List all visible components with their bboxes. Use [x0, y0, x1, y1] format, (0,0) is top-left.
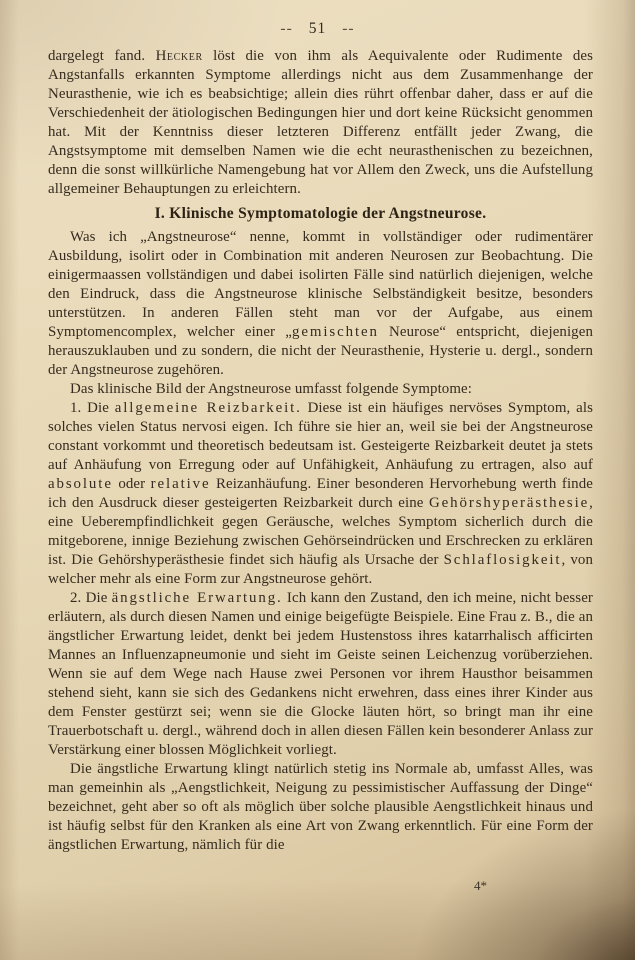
- paragraph: [48, 760, 593, 855]
- text-segment: , eine Ueberempfindlichkeit gegen Geräusche, welches Symptom sicherlich durch die mitgeborene, innige Beziehung zwischen Gehörseindrücken und Erschrecken zu erklären ist. Die Gehörshyperästhesie findet sich häufig als Ursache der: [48, 495, 593, 568]
- emphasized-term: gemischten: [292, 324, 379, 340]
- text-segment: Was ich „Angstneurose“ nenne, kommt in vollständiger oder rudimentärer Ausbildung, isolirt oder in Combination mit anderen Neurosen zur Beobachtung. Die einigermaassen vollständigen und dabei isolirten Fälle sind natürlich diejenigen, welche den Eindruck, dass die Angstneurose klinische Selbständigkeit besitze, besonders unterstützen. In anderen Fällen steht man vor der Aufgabe, aus einem Symptomencomplex, welcher einer „: [48, 229, 593, 340]
- emphasized-term: allgemeine Reizbarkeit.: [114, 400, 302, 416]
- signature-mark: 4*: [474, 878, 487, 893]
- page-header: [0, 20, 635, 38]
- text-segment: Das klinische Bild der Angstneurose umfasst folgende Symptome:: [70, 381, 472, 397]
- emphasized-term: absolute: [48, 476, 113, 492]
- text-segment: Diese ist ein häufiges nervöses Symptom, als solches vielen Status nervosi eigen. Ich führe sie hier an, weil sie bei der Angstneurose constant vorkommt und theoretisch bedeutsam ist. Gesteigerte Reizbarkeit deutet ja stets auf Anhäufung von Erregung oder auf Unfähigkeit, Anhäufung zu ertragen, also auf: [48, 400, 593, 473]
- header-dash-left: --: [280, 20, 293, 37]
- author-name-smallcaps: Hecker: [155, 48, 203, 64]
- text-segment: dargelegt fand.: [48, 48, 156, 64]
- section-heading: I. Klinische Symptomatologie der Angstneurose.: [154, 205, 487, 222]
- text-segment: oder: [112, 476, 151, 492]
- paragraph: [48, 380, 593, 399]
- text-segment: löst die von ihm als Aequivalente oder Rudimente des Angstanfalls erkannten Symptome allerdings nicht aus dem Zusammenhange der Neurasthenie, wie ich es beabsichtige; allein dies rührt offenbar daher, dass er auf die Verschiedenheit der ätiologischen Bedingungen hier und dort keine Rücksicht genommen hat. Mit der Kenntniss dieser letzteren Differenz entfällt jeder Zwang, die Angstsymptome mit demselben Namen wie die echt neurasthenischen zu bezeichnen, denn die sonst willkürliche Namengebung hat vor Allem den Zweck, uns die Aufstellung allgemeiner Behauptungen zu erleichtern.: [48, 48, 593, 197]
- text-segment: 1. Die: [70, 400, 115, 416]
- text-segment: Die ängstliche Erwartung klingt natürlich stetig ins Normale ab, umfasst Alles, was man gemeinhin als „Aengstlichkeit, Neigung zu pessimistischer Auffassung der Dinge“ bezeichnet, geht aber so oft als möglich über solche plausible Aengstlichkeit hinaus und ist häufig selbst für den Kranken als eine Art von Zwang erkenntlich. Für eine Form der ängstlichen Erwartung, nämlich für die: [48, 761, 593, 853]
- paragraph: [48, 47, 593, 199]
- emphasized-term: Schlaflosigkeit: [443, 552, 562, 568]
- emphasized-term: ängstliche Erwartung.: [111, 590, 283, 606]
- text-body: [48, 47, 593, 855]
- emphasized-term: Gehörshyperästhesie: [429, 495, 590, 511]
- text-segment: , von welcher mehr als eine Form zur Angstneurose gehört.: [48, 552, 594, 587]
- paragraph: [48, 589, 593, 760]
- paragraph: [48, 399, 593, 589]
- page-number: 51: [308, 20, 327, 37]
- text-segment: Neurose“ entspricht, diejenigen herauszuklauben und zu sondern, die nicht der Neurasthenie, Hysterie u. dergl., sondern der Angstneurose zugehören.: [48, 324, 593, 378]
- header-dash-right: --: [342, 20, 355, 37]
- text-segment: Reizanhäufung. Einer besonderen Hervorhebung werth finde ich den Ausdruck dieser gesteigerten Reizbarkeit durch eine: [48, 476, 593, 511]
- emphasized-term: relative: [150, 476, 211, 492]
- text-segment: 2. Die: [70, 590, 112, 606]
- paragraph: [48, 228, 593, 380]
- text-segment: Ich kann den Zustand, den ich meine, nicht besser erläutern, als durch diesen Namen und einige beigefügte Beispiele. Eine Frau z. B., die an ängstlicher Erwartung leidet, denkt bei jedem Hustenstoss ihres katarrhalisch afficirten Mannes an Influenzapneumonie und sieht im Geiste seinen Leichenzug vorüberziehen. Wenn sie auf dem Wege nach Hause zwei Personen vor ihrem Hausthor beisammen stehend sieht, kann sie sich des Gedankens nicht erwehren, dass eines ihrer Kinder aus dem Fenster gestürzt sei; wenn sie die Glocke läuten hört, so bringt man ihr eine Trauerbotschaft u. dergl., während doch in allen diesen Fällen kein besonderer Anlass zur Verstärkung einer blossen Möglichkeit vorliegt.: [48, 590, 593, 758]
